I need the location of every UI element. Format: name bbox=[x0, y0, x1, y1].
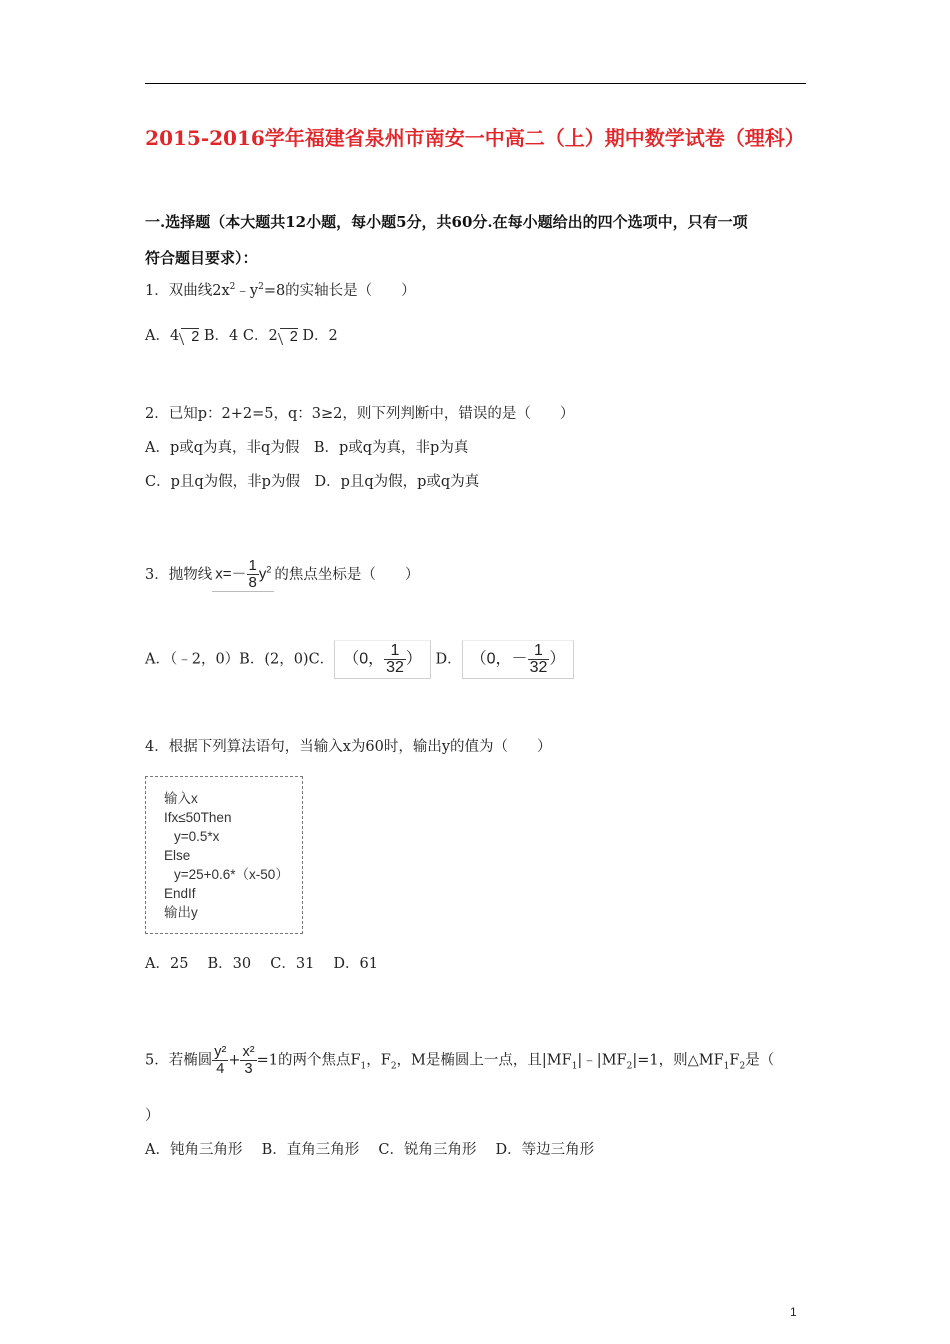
question-2-options-ab: A．p或q为真，非q为假 B．p或q为真，非p为真 bbox=[145, 440, 469, 456]
option-d-coordinate: （0，－ $\frac{1}{32}$ ） bbox=[462, 640, 575, 679]
page-number: 1 bbox=[790, 1305, 797, 1319]
code-line: Else bbox=[164, 848, 191, 863]
question-1-stem: 1．双曲线$2x^2﹣y^2=8$的实轴长是（ ） bbox=[145, 282, 416, 299]
code-line: EndIf bbox=[164, 886, 196, 901]
code-line: 输入x bbox=[164, 791, 198, 806]
question-4-stem: 4．根据下列算法语句，当输入x为60时，输出y的值为（ ） bbox=[145, 739, 552, 755]
code-line: y=25+0.6*（x-50） bbox=[174, 867, 289, 882]
question-3-options: A．（﹣2，0）B．(2，0)C． （0， $\frac{1}{32}$ ） D． （0，－ $\frac{1}{32}$ ） bbox=[145, 640, 574, 679]
section-heading-line-2: 符合题目要求）： bbox=[145, 249, 258, 267]
document-title: 2015-2016学年福建省泉州市南安一中高二（上）期中数学试卷（理科） bbox=[145, 126, 805, 150]
header-rule bbox=[145, 83, 806, 84]
option-c-coordinate: （0， $\frac{1}{32}$ ） bbox=[334, 640, 431, 679]
code-line: Ifx≤50Then bbox=[164, 810, 232, 825]
sqrt-symbol: 2 bbox=[181, 328, 199, 345]
question-5-stem: 5．若椭圆 $\frac{\text{y²}}{4}$ + $\frac{\text{x²}}{3}$ =1的两个焦点$F_1$，$F_2$，M是椭圆上一点，且$|MF_1|﹣|MF_2|=1$，则$\triangle MF_1F_2$是（ bbox=[145, 1044, 775, 1077]
question-5-options: A．钝角三角形 B．直角三角形 C．锐角三角形 D．等边三角形 bbox=[145, 1142, 595, 1158]
algorithm-code-box bbox=[145, 776, 303, 934]
code-line: 输出y bbox=[164, 905, 198, 920]
question-2-options-cd: C．p且q为假，非p为假 D．p且q为假，p或q为真 bbox=[145, 474, 480, 490]
ellipse-term-x: $\frac{\text{x²}}{3}$ bbox=[242, 1044, 255, 1077]
sqrt-symbol: 2 bbox=[280, 328, 298, 345]
question-2-stem: 2．已知p：2+2=5，q：3≥2，则下列判断中，错误的是（ ） bbox=[145, 406, 575, 422]
ellipse-term-y: $\frac{\text{y²}}{4}$ bbox=[214, 1044, 227, 1077]
section-heading-line-1: 一.选择题（本大题共12小题，每小题5分，共60分.在每小题给出的四个选项中，只有一项 bbox=[145, 213, 748, 231]
question-1-options: A．4 2 B．4 C．2 2 D．2 bbox=[145, 328, 338, 345]
code-line: y=0.5*x bbox=[174, 829, 220, 844]
question-5-close-paren: ） bbox=[145, 1108, 160, 1124]
question-3-stem: 3．抛物线 x=－ $\frac{1}{8}$ $y^2$ 的焦点坐标是（ ） bbox=[145, 557, 420, 591]
parabola-equation: x=－ $\frac{1}{8}$ $y^2$ bbox=[212, 558, 274, 592]
question-4-options: A．25 B．30 C．31 D．61 bbox=[145, 956, 378, 972]
